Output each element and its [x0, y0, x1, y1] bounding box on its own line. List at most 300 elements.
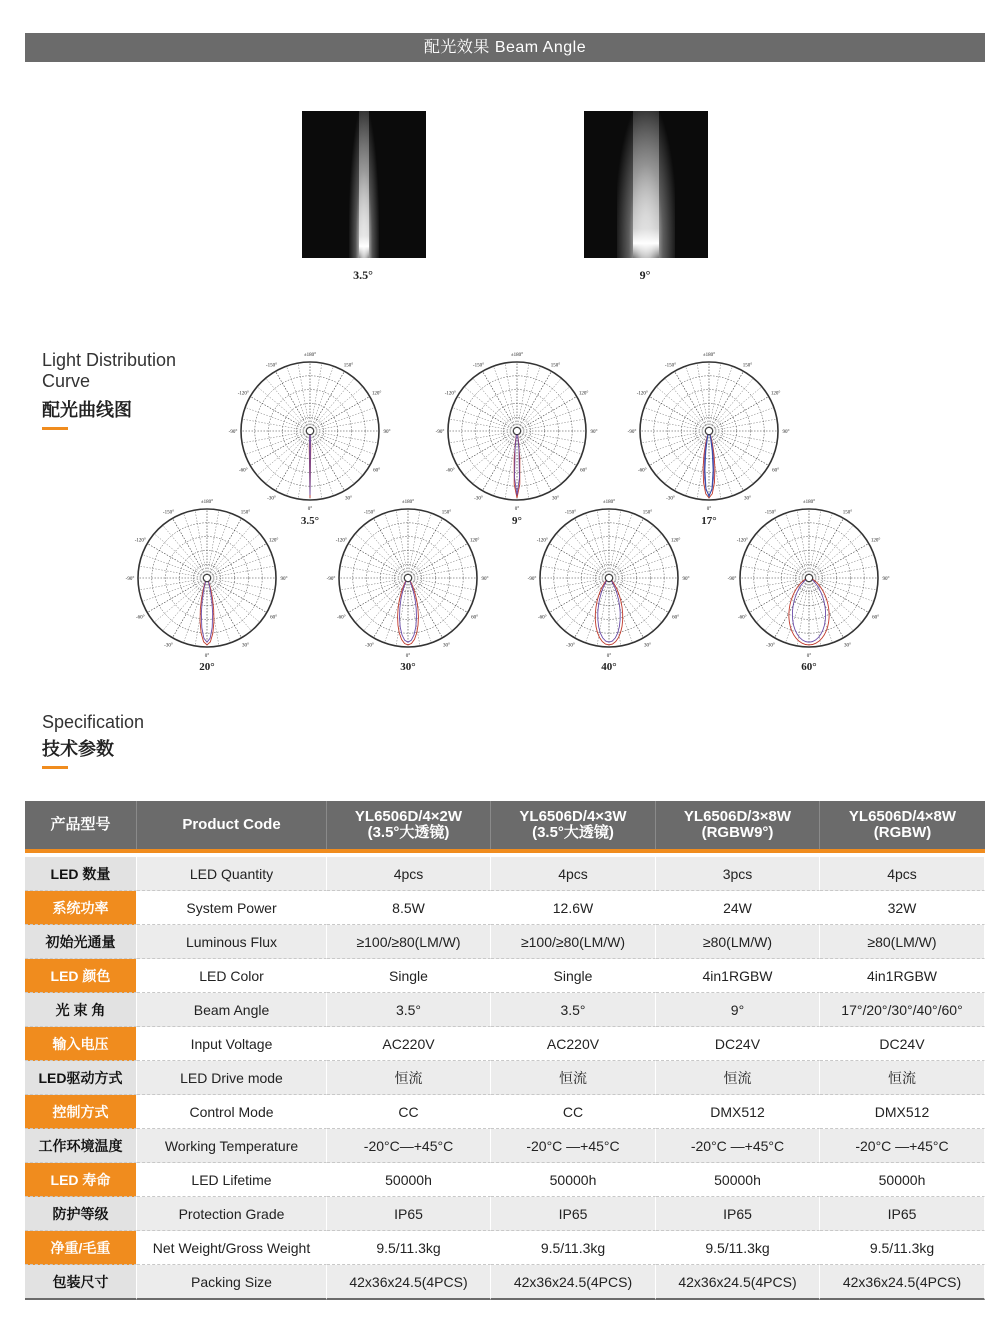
table-cell: 42x36x24.5(4PCS) [491, 1265, 656, 1300]
spec-title-cn: 技术参数 [42, 739, 114, 759]
polar-angle-label: -120° [237, 391, 249, 397]
polar-angle-label: -60° [737, 615, 747, 621]
table-row [25, 1095, 985, 1129]
table-row [25, 1061, 985, 1095]
row-label-cn: 控制方式 [25, 1095, 137, 1129]
row-label-en: Protection Grade [137, 1197, 327, 1231]
table-cell: 9° [656, 993, 820, 1027]
polar-angle-label: 60° [580, 468, 588, 474]
table-cell: 4in1RGBW [656, 959, 820, 993]
table-cell: CC [327, 1095, 491, 1129]
polar-spoke [310, 378, 354, 431]
polar-angle-label: 120° [371, 391, 382, 397]
polar-center [307, 428, 314, 435]
table-cell: DMX512 [820, 1095, 985, 1129]
row-label-en: LED Drive mode [137, 1061, 327, 1095]
table-cell: 50000h [820, 1163, 985, 1197]
row-label-en: Net Weight/Gross Weight [137, 1231, 327, 1265]
row-label-cn: LED 寿命 [25, 1163, 137, 1197]
polar-spoke [163, 525, 207, 578]
row-label-cn: 包装尺寸 [25, 1265, 137, 1300]
polar-angle-label: 150° [550, 363, 561, 369]
polar-center [514, 428, 521, 435]
polar-diagram [522, 491, 696, 665]
polar-angle-label: -30° [666, 496, 675, 502]
polar-spoke [609, 525, 653, 578]
table-cell: DMX512 [656, 1095, 820, 1129]
row-label-cn: LED 数量 [25, 857, 137, 891]
table-cell: CC [491, 1095, 656, 1129]
polar-angle-label: -120° [636, 391, 648, 397]
model-line1: YL6506D/3×8W [683, 808, 792, 825]
polar-center [204, 575, 211, 582]
polar-spoke [408, 510, 420, 578]
polar-spoke [207, 525, 251, 578]
model-line2: (RGBW9°) [701, 824, 774, 841]
table-cell: -20°C —+45°C [820, 1129, 985, 1163]
polar-spoke [565, 525, 609, 578]
polar-angle-label: 60° [672, 615, 680, 621]
polar-caption: 3.5° [300, 515, 320, 527]
polar-diagram [120, 491, 294, 665]
polar-angle-label: 60° [872, 615, 880, 621]
polar-spoke [154, 578, 207, 622]
model-line1: YL6506D/4×2W [354, 808, 463, 825]
row-label-cn: 初始光通量 [25, 925, 137, 959]
table-cell: -20°C —+45°C [491, 1129, 656, 1163]
polar-spoke [355, 534, 408, 578]
table-cell: AC220V [327, 1027, 491, 1061]
polar-angle-label: -60° [637, 468, 647, 474]
table-row [25, 1197, 985, 1231]
table-cell: 50000h [656, 1163, 820, 1197]
polar-spoke [355, 578, 408, 622]
polar-caption: 30° [400, 661, 416, 673]
curve-title-en-line2: Curve [42, 371, 91, 391]
table-cell: 4pcs [491, 857, 656, 891]
beam-core [633, 111, 659, 258]
polar-angle-label: -60° [445, 468, 455, 474]
polar-spoke [464, 431, 517, 475]
polar-caption: 40° [601, 661, 617, 673]
polar-spoke [242, 431, 310, 443]
polar-angle-label: 90° [682, 577, 690, 582]
polar-spoke [756, 534, 809, 578]
polar-spoke [207, 578, 275, 590]
table-cell: IP65 [820, 1197, 985, 1231]
polar-spoke [310, 431, 378, 443]
polar-angle-label: 120° [469, 538, 480, 544]
polar-angle-label: 30° [744, 496, 751, 502]
row-label-en: Luminous Flux [137, 925, 327, 959]
table-cell: 3.5° [491, 993, 656, 1027]
polar-angle-label: -60° [537, 615, 547, 621]
polar-center [405, 575, 412, 582]
row-label-en: LED Color [137, 959, 327, 993]
table-cell: 9.5/11.3kg [820, 1231, 985, 1265]
table-row [25, 1265, 985, 1300]
polar-angle-label: -30° [766, 643, 775, 649]
polar-angle-label: 90° [383, 430, 391, 435]
polar-spoke [517, 363, 529, 431]
polar-angle-label: 120° [578, 391, 589, 397]
polar-spoke [609, 578, 677, 590]
polar-angle-label: 90° [782, 430, 790, 435]
polar-spoke [517, 419, 585, 431]
polar-angle-label: -30° [566, 643, 575, 649]
curve-title-en-line1: Light Distribution [42, 350, 177, 370]
polar-angle-label: -90° [435, 430, 445, 435]
row-label-en: Packing Size [137, 1265, 327, 1300]
table-row [25, 1129, 985, 1163]
polar-spoke [310, 431, 354, 484]
polar-spoke [517, 431, 570, 475]
table-header-row [25, 801, 985, 849]
polar-angle-label: 150° [343, 363, 354, 369]
row-label-en: Working Temperature [137, 1129, 327, 1163]
model-line2: (3.5°大透镜) [532, 824, 614, 841]
polar-spoke [517, 431, 585, 443]
table-cell: IP65 [491, 1197, 656, 1231]
polar-angle-label: 60° [270, 615, 278, 621]
polar-spoke [609, 578, 662, 622]
table-cell: 32W [820, 891, 985, 925]
polar-angle-label: 0° [706, 507, 712, 512]
polar-angle-label: 30° [345, 496, 352, 502]
table-cell: 42x36x24.5(4PCS) [656, 1265, 820, 1300]
polar-spoke [797, 510, 809, 578]
polar-angle-label: -90° [627, 430, 637, 435]
polar-spoke [709, 419, 777, 431]
polar-angle-label: -30° [267, 496, 276, 502]
polar-spoke [741, 566, 809, 578]
polar-spoke [207, 566, 275, 578]
polar-spoke [517, 378, 561, 431]
curve-title-cn: 配光曲线图 [42, 400, 132, 420]
polar-spoke [257, 387, 310, 431]
polar-angle-label: 0° [405, 654, 411, 659]
table-cell: IP65 [327, 1197, 491, 1231]
polar-spoke [597, 510, 609, 578]
polar-spoke [266, 378, 310, 431]
table-cell: Single [491, 959, 656, 993]
polar-spoke [464, 387, 517, 431]
polar-spoke [517, 387, 570, 431]
polar-caption: 17° [701, 515, 717, 527]
beam-core [359, 111, 369, 258]
table-cell: 9.5/11.3kg [327, 1231, 491, 1265]
polar-angle-label: 90° [481, 577, 489, 582]
polar-angle-label: -120° [134, 538, 146, 544]
polar-angle-label: -60° [336, 615, 346, 621]
table-cell: -20°C—+45°C [327, 1129, 491, 1163]
polar-spoke [340, 566, 408, 578]
polar-angle-label: -150° [472, 363, 485, 369]
polar-angle-label: -150° [764, 510, 777, 516]
polar-spoke [408, 566, 476, 578]
polar-spoke [709, 363, 721, 431]
polar-spoke [408, 578, 452, 631]
polar-center [606, 575, 613, 582]
polar-angle-label: ±180° [702, 353, 716, 358]
polar-spoke [656, 431, 709, 475]
polar-spoke [408, 534, 461, 578]
polar-caption: 9° [512, 515, 522, 527]
polar-angle-label: 150° [240, 510, 251, 516]
polar-spoke [207, 534, 260, 578]
polar-angle-label: 30° [844, 643, 851, 649]
polar-spoke [139, 578, 207, 590]
polar-spoke [709, 431, 777, 443]
polar-spoke [310, 431, 363, 475]
polar-spoke [809, 510, 821, 578]
header-model-2 [491, 801, 656, 849]
polar-angle-label: -120° [536, 538, 548, 544]
table-cell: 9.5/11.3kg [656, 1231, 820, 1265]
polar-angle-label: 150° [642, 510, 653, 516]
table-cell: ≥100/≥80(LM/W) [327, 925, 491, 959]
polar-angle-label: 0° [606, 654, 612, 659]
polar-angle-label: 150° [441, 510, 452, 516]
table-cell: ≥80(LM/W) [820, 925, 985, 959]
polar-spoke [195, 510, 207, 578]
polar-angle-label: 30° [644, 643, 651, 649]
row-label-en: LED Lifetime [137, 1163, 327, 1197]
table-cell: DC24V [820, 1027, 985, 1061]
polar-spoke [298, 363, 310, 431]
table-cell: AC220V [491, 1027, 656, 1061]
polar-angle-label: 30° [552, 496, 559, 502]
polar-spoke [541, 578, 609, 590]
polar-angle-label: ±180° [602, 500, 616, 505]
beam-caption-9: 9° [639, 268, 651, 282]
polar-angle-label: -90° [727, 577, 737, 582]
table-cell: 42x36x24.5(4PCS) [327, 1265, 491, 1300]
table-cell: 12.6W [491, 891, 656, 925]
polar-angle-label: -60° [135, 615, 145, 621]
polar-angle-label: ±180° [802, 500, 816, 505]
polar-spoke [609, 566, 677, 578]
polar-angle-label: -150° [664, 363, 677, 369]
polar-angle-label: 90° [280, 577, 288, 582]
polar-spoke [556, 534, 609, 578]
polar-caption: 20° [199, 661, 215, 673]
polar-spoke [656, 387, 709, 431]
table-cell: ≥80(LM/W) [656, 925, 820, 959]
polar-intensity-curve [310, 431, 311, 495]
polar-angle-label: -90° [125, 577, 135, 582]
header-cn: 产品型号 [25, 801, 137, 849]
polar-spoke [408, 578, 476, 590]
table-row [25, 891, 985, 925]
polar-spoke [473, 431, 517, 484]
row-label-cn: 系统功率 [25, 891, 137, 925]
polar-angle-label: 90° [882, 577, 890, 582]
polar-spoke [517, 431, 561, 484]
polar-spoke [473, 378, 517, 431]
polar-angle-label: 120° [670, 538, 681, 544]
polar-spoke [242, 419, 310, 431]
polar-spoke [665, 431, 709, 484]
table-row [25, 993, 985, 1027]
table-cell: -20°C —+45°C [656, 1129, 820, 1163]
table-cell: 3pcs [656, 857, 820, 891]
table-row [25, 925, 985, 959]
polar-spoke [310, 363, 322, 431]
table-row [25, 1027, 985, 1061]
polar-angle-label: 0° [806, 654, 812, 659]
polar-angle-label: 0° [514, 507, 520, 512]
polar-spoke [541, 566, 609, 578]
polar-spoke [809, 525, 853, 578]
polar-spoke [809, 534, 862, 578]
polar-spoke [709, 431, 762, 475]
table-cell: 50000h [327, 1163, 491, 1197]
polar-angle-label: 0° [307, 507, 313, 512]
polar-diagram [321, 491, 495, 665]
polar-spoke [408, 578, 461, 622]
polar-angle-label: -30° [164, 643, 173, 649]
table-cell: ≥100/≥80(LM/W) [491, 925, 656, 959]
polar-spoke [340, 578, 408, 590]
polar-angle-label: ±180° [401, 500, 415, 505]
polar-angle-label: 30° [242, 643, 249, 649]
polar-spoke [207, 510, 219, 578]
table-cell: 4pcs [820, 857, 985, 891]
model-line2: (3.5°大透镜) [367, 824, 450, 841]
table-cell: 50000h [491, 1163, 656, 1197]
polar-caption: 60° [801, 661, 817, 673]
row-label-cn: 防护等级 [25, 1197, 137, 1231]
polar-spoke [505, 363, 517, 431]
row-label-en: Input Voltage [137, 1027, 327, 1061]
model-line1: YL6506D/4×8W [848, 808, 957, 825]
beam-photo-3-5 [302, 111, 426, 258]
polar-angle-label: -30° [365, 643, 374, 649]
row-label-cn: LED 颜色 [25, 959, 137, 993]
polar-spoke [449, 419, 517, 431]
header-model-3 [656, 801, 820, 849]
polar-angle-label: 120° [268, 538, 279, 544]
polar-spoke [556, 578, 609, 622]
polar-angle-label: ±180° [200, 500, 214, 505]
row-label-cn: 净重/毛重 [25, 1231, 137, 1265]
polar-spoke [298, 431, 310, 499]
polar-spoke [139, 566, 207, 578]
polar-angle-label: 120° [770, 391, 781, 397]
header-model-4 [820, 801, 985, 849]
table-cell: 4pcs [327, 857, 491, 891]
polar-angle-label: -60° [238, 468, 248, 474]
polar-spoke [310, 419, 378, 431]
polar-spoke [408, 525, 452, 578]
polar-spoke [364, 525, 408, 578]
spec-table [25, 801, 985, 1300]
polar-spoke [697, 363, 709, 431]
table-row [25, 1231, 985, 1265]
row-label-cn: LED驱动方式 [25, 1061, 137, 1095]
polar-spoke [396, 510, 408, 578]
polar-angle-label: 120° [870, 538, 881, 544]
table-row [25, 959, 985, 993]
polar-angle-label: 150° [742, 363, 753, 369]
polar-spoke [310, 387, 363, 431]
beam-photo-9 [584, 111, 708, 258]
polar-angle-label: 60° [373, 468, 381, 474]
polar-angle-label: -150° [363, 510, 376, 516]
polar-spoke [266, 431, 310, 484]
table-cell: 8.5W [327, 891, 491, 925]
polar-angle-label: 30° [443, 643, 450, 649]
polar-angle-label: -150° [162, 510, 175, 516]
polar-spoke [765, 578, 809, 631]
model-line2: (RGBW) [873, 824, 932, 841]
table-cell: 3.5° [327, 993, 491, 1027]
polar-angle-label: -120° [444, 391, 456, 397]
polar-angle-label: -150° [564, 510, 577, 516]
polar-angle-label: 150° [842, 510, 853, 516]
spec-title-accent [42, 766, 68, 769]
polar-spoke [449, 431, 517, 443]
polar-angle-label: 0° [204, 654, 210, 659]
row-label-cn: 光 束 角 [25, 993, 137, 1027]
spec-title-en: Specification [42, 712, 145, 732]
table-cell: 9.5/11.3kg [491, 1231, 656, 1265]
polar-spoke [609, 510, 621, 578]
polar-angle-label: -30° [474, 496, 483, 502]
table-cell: 恒流 [820, 1061, 985, 1095]
polar-spoke [641, 419, 709, 431]
polar-angle-label: -90° [228, 430, 238, 435]
polar-angle-label: -90° [527, 577, 537, 582]
table-cell: DC24V [656, 1027, 820, 1061]
polar-angle-label: 60° [471, 615, 479, 621]
polar-angle-label: -120° [335, 538, 347, 544]
table-cell: IP65 [656, 1197, 820, 1231]
table-cell: 恒流 [656, 1061, 820, 1095]
polar-spoke [709, 431, 753, 484]
row-label-en: System Power [137, 891, 327, 925]
polar-spoke [609, 534, 662, 578]
table-row [25, 857, 985, 891]
table-cell: 恒流 [491, 1061, 656, 1095]
header-en: Product Code [137, 801, 327, 849]
polar-angle-label: -90° [326, 577, 336, 582]
table-row [25, 1163, 985, 1197]
polar-spoke [709, 387, 762, 431]
polar-angle-label: ±180° [510, 353, 524, 358]
row-label-cn: 工作环境温度 [25, 1129, 137, 1163]
polar-angle-label: ±180° [303, 353, 317, 358]
polar-spoke [809, 566, 877, 578]
polar-spoke [257, 431, 310, 475]
polar-angle-label: 90° [590, 430, 598, 435]
table-cell: 24W [656, 891, 820, 925]
row-label-en: Control Mode [137, 1095, 327, 1129]
polar-spoke [765, 525, 809, 578]
row-label-en: LED Quantity [137, 857, 327, 891]
table-cell: 恒流 [327, 1061, 491, 1095]
table-cell: Single [327, 959, 491, 993]
polar-spoke [207, 578, 260, 622]
polar-spoke [709, 378, 753, 431]
polar-center [706, 428, 713, 435]
polar-spoke [364, 578, 408, 631]
table-cell: 42x36x24.5(4PCS) [820, 1265, 985, 1300]
beam-caption-3-5: 3.5° [353, 268, 373, 282]
beam-angle-banner: 配光效果 Beam Angle [25, 33, 985, 62]
header-model-1 [327, 801, 491, 849]
